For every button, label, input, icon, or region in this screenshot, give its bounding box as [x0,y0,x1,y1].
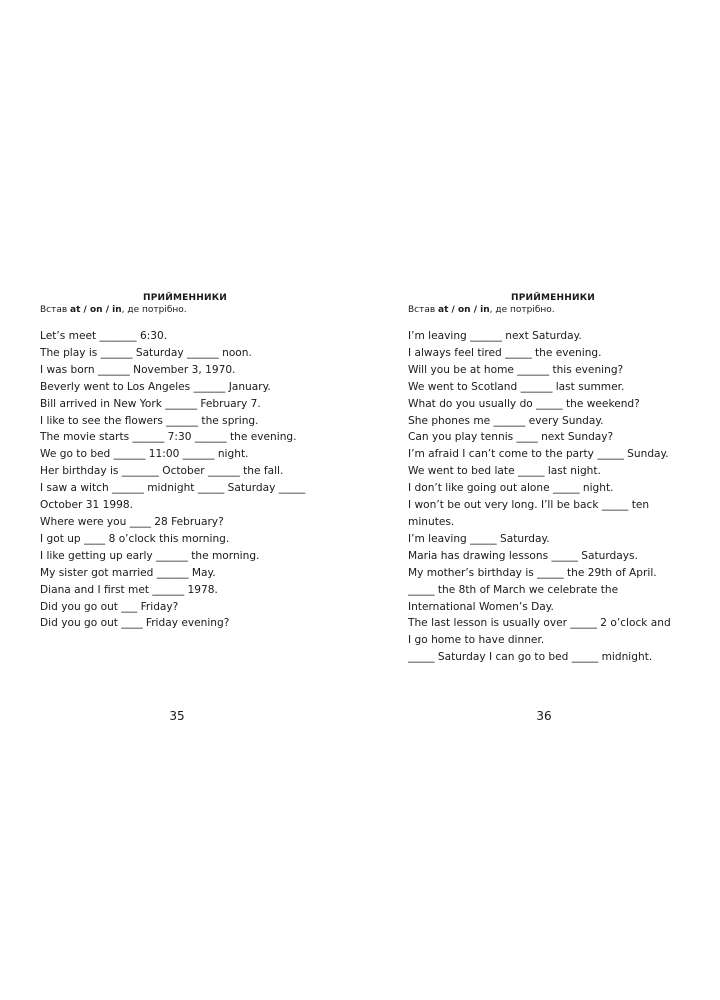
exercise-line: International Women’s Day. [408,600,554,613]
exercise-line: I’m afraid I can’t come to the party _____ Sunday. [408,448,669,461]
exercise-line: I like to see the flowers ______ the spring. [40,414,259,427]
exercise-line: I go home to have dinner. [408,634,545,647]
exercise-line: I always feel tired _____ the evening. [408,346,602,359]
exercise-line: I don’t like going out alone _____ night. [408,482,614,495]
exercise-line: I was born ______ November 3, 1970. [40,363,236,376]
exercise-line: Diana and I first met ______ 1978. [40,583,218,596]
exercise-line: I’m leaving ______ next Saturday. [408,330,582,342]
exercise-line: Will you be at home ______ this evening? [408,363,624,376]
exercise-line: What do you usually do _____ the weekend? [408,397,640,410]
exercise-lines [40,328,330,632]
exercise-line: The movie starts ______ 7:30 ______ the evening. [40,431,297,444]
exercise-line: Did you go out ____ Friday evening? [40,617,230,630]
left-page [40,292,330,632]
page-heading: ПРИЙМЕННИКИ [143,293,227,303]
page-heading: ПРИЙМЕННИКИ [511,293,595,303]
exercise-line: We went to bed late _____ last night. [408,465,601,478]
exercise-line: We go to bed ______ 11:00 ______ night. [40,448,249,461]
instruction-suffix: , де потрібно. [121,305,187,315]
instruction [408,304,698,316]
exercise-line: Her birthday is _______ October ______ the fall. [40,465,284,478]
exercise-line: My mother’s birthday is _____ the 29th of April. [408,566,657,579]
page-number: 36 [536,709,552,723]
exercise-line: Beverly went to Los Angeles ______ January. [40,380,271,393]
exercise-line: The last lesson is usually over _____ 2 o’clock and [408,617,671,630]
right-page [408,292,698,666]
exercise-line: The play is ______ Saturday ______ noon. [40,346,252,359]
exercise-line: minutes. [408,515,455,528]
instruction-prepositions: at / on / in [70,305,122,315]
exercise-line: Maria has drawing lessons _____ Saturdays. [408,549,638,562]
exercise-line: Can you play tennis ____ next Sunday? [408,431,614,444]
instruction-prefix: Встав [40,305,71,315]
exercise-lines [408,328,698,666]
exercise-line: Did you go out ___ Friday? [40,600,179,613]
exercise-line: October 31 1998. [40,499,133,512]
exercise-line: Where were you ____ 28 February? [40,515,224,528]
instruction-suffix: , де потрібно. [489,305,555,315]
exercise-line: We went to Scotland ______ last summer. [408,380,625,393]
exercise-line: I like getting up early ______ the morning. [40,549,260,562]
exercise-line: She phones me ______ every Sunday. [408,414,604,427]
exercise-line: Bill arrived in New York ______ February 7. [40,397,261,410]
exercise-line: I saw a witch ______ midnight _____ Saturday _____ [40,482,306,495]
exercise-line: Let’s meet _______ 6:30. [40,330,168,342]
instruction-prefix: Встав [408,305,439,315]
exercise-line: _____ Saturday I can go to bed _____ midnight. [408,651,653,664]
instruction-prepositions: at / on / in [438,305,490,315]
exercise-line: _____ the 8th of March we celebrate the [408,583,619,596]
page-number: 35 [169,709,185,723]
instruction [40,304,330,316]
exercise-line: My sister got married ______ May. [40,566,216,579]
exercise-line: I won’t be out very long. I’ll be back _____ ten [408,499,650,512]
exercise-line: I’m leaving _____ Saturday. [408,532,550,545]
exercise-line: I got up ____ 8 o’clock this morning. [40,532,230,545]
